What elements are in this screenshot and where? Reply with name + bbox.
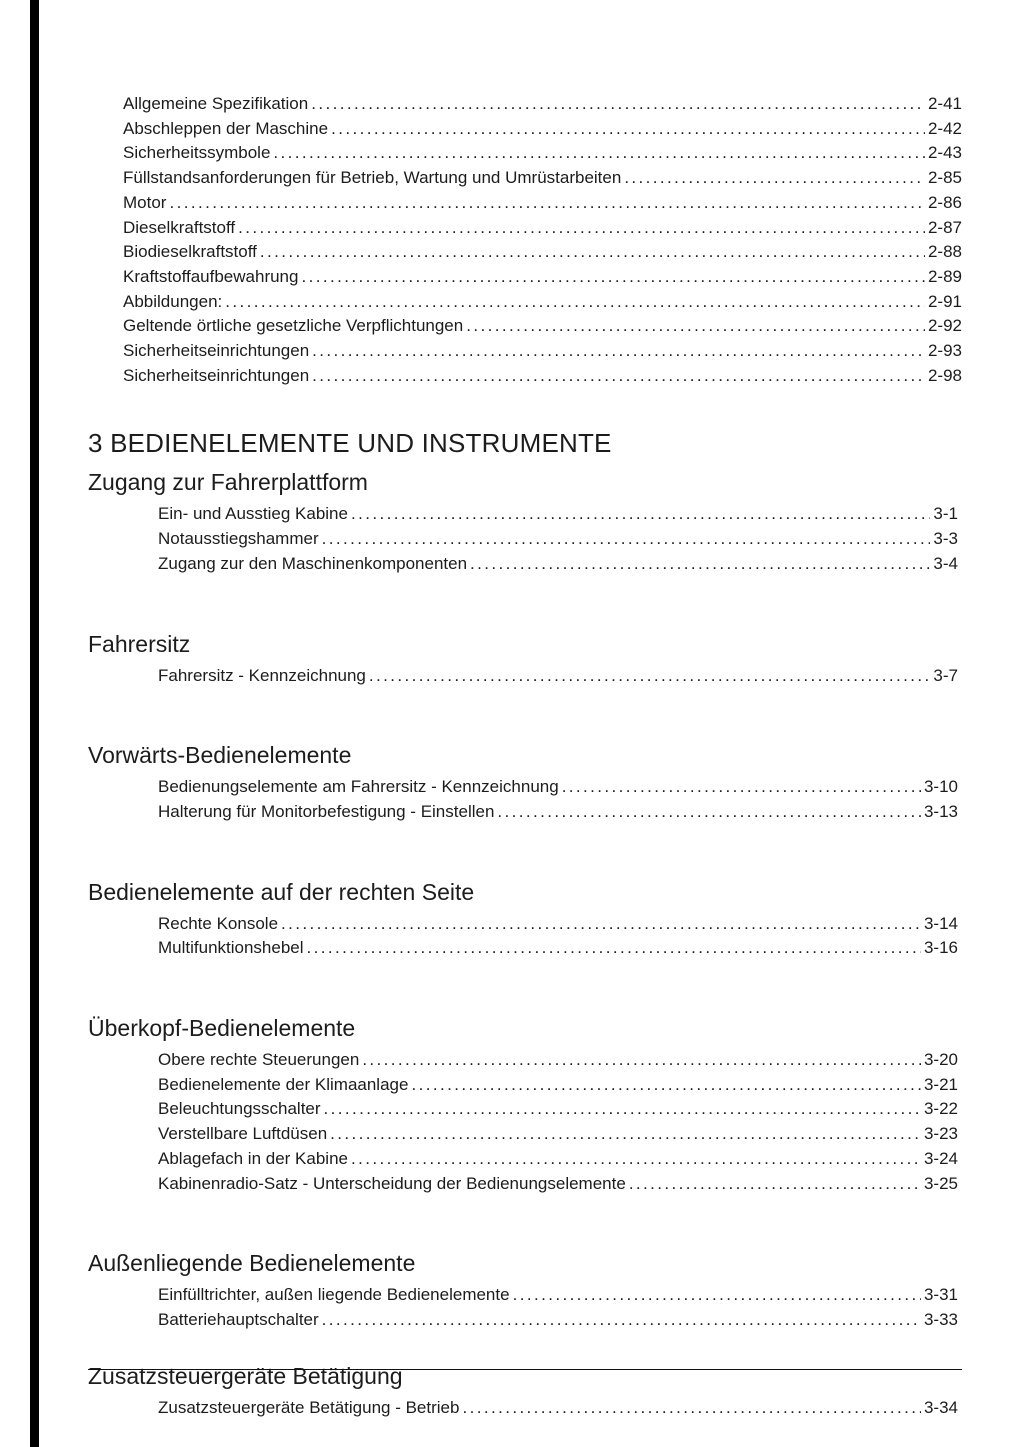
section-heading: Fahrersitz [88, 630, 191, 657]
toc-entry [88, 265, 962, 290]
toc-leader-dots [462, 1396, 921, 1421]
toc-leader-dots [169, 191, 925, 216]
toc-leader-dots [624, 166, 925, 191]
toc-entry [88, 240, 962, 265]
toc-section [88, 742, 962, 824]
toc-page-number: 3-22 [923, 1099, 958, 1119]
toc-page-number: 2-88 [927, 242, 962, 262]
toc-page-number: 3-20 [923, 1050, 958, 1070]
toc-entry-label: Füllstandsanforderungen für Betrieb, Wartung und Umrüstarbeiten [123, 168, 622, 188]
toc-entry [88, 1097, 962, 1122]
page-edge-bar [30, 0, 39, 1447]
toc-entry-label: Geltende örtliche gesetzliche Verpflichtungen [123, 316, 464, 336]
toc-leader-dots [330, 1122, 921, 1147]
toc-leader-dots [629, 1172, 921, 1197]
chapter3-sections [88, 469, 962, 1420]
toc-leader-dots [466, 314, 925, 339]
toc-entry [88, 552, 962, 577]
toc-entry [88, 936, 962, 961]
toc-leader-dots [312, 364, 925, 389]
toc-page-number: 3-14 [923, 913, 958, 933]
toc-page-number: 3-23 [923, 1124, 958, 1144]
toc-entry [88, 1308, 962, 1333]
toc-page-number: 3-1 [933, 504, 958, 524]
toc-entry-label: Biodieselkraftstoff [123, 242, 257, 262]
toc-leader-dots [312, 339, 925, 364]
toc-entry-label: Sicherheitseinrichtungen [123, 341, 310, 361]
toc-leader-dots [311, 92, 925, 117]
toc-page-number: 3-24 [923, 1148, 958, 1168]
toc-entry-label: Abschleppen der Maschine [123, 118, 329, 138]
toc-leader-dots [513, 1283, 921, 1308]
toc-leader-dots [301, 265, 924, 290]
toc-page-number: 3-3 [933, 529, 958, 549]
toc-entry-label: Kraftstoffaufbewahrung [123, 266, 299, 286]
toc-page-number: 3-25 [923, 1173, 958, 1193]
toc-entry-label: Fahrersitz - Kennzeichnung [158, 665, 366, 685]
toc-leader-dots [351, 502, 930, 527]
toc-entry-label: Rechte Konsole [158, 913, 279, 933]
toc-leader-dots [322, 1308, 921, 1333]
toc-page-number: 2-87 [927, 217, 962, 237]
toc-page-number: 2-85 [927, 168, 962, 188]
toc-entry [88, 1172, 962, 1197]
toc-entry-label: Motor [123, 192, 167, 212]
toc-entry [88, 339, 962, 364]
toc-entry-label: Obere rechte Steuerungen [158, 1050, 360, 1070]
toc-entry-label: Allgemeine Spezifikation [123, 94, 309, 113]
toc-entry [88, 1048, 962, 1073]
toc-entry-label: Ablagefach in der Kabine [158, 1148, 348, 1168]
toc-entry [88, 912, 962, 937]
footer-divider [88, 1369, 962, 1370]
toc-page-number: 3-7 [933, 665, 958, 685]
toc-section [88, 631, 962, 689]
toc-page-number: 3-10 [923, 777, 958, 797]
toc-leader-dots [362, 1048, 921, 1073]
toc-leader-dots [470, 552, 930, 577]
toc-entry [88, 1147, 962, 1172]
toc-section [88, 879, 962, 961]
toc-entry-label: Zugang zur den Maschinenkomponenten [158, 553, 468, 573]
toc-entry [88, 1122, 962, 1147]
toc-page-number: 3-13 [923, 801, 958, 821]
section-heading: Vorwärts-Bedienelemente [88, 742, 352, 769]
toc-entry [88, 664, 962, 689]
toc-section [88, 469, 962, 576]
toc-leader-dots [324, 1097, 921, 1122]
toc-leader-dots [411, 1073, 921, 1098]
toc-section [88, 1363, 962, 1421]
toc-page-number: 2-41 [927, 94, 962, 113]
toc-entry [88, 314, 962, 339]
toc-section [88, 1015, 962, 1196]
section-heading: Außenliegende Bedienelemente [88, 1250, 416, 1277]
toc-entry-label: Verstellbare Luftdüsen [158, 1124, 328, 1144]
toc-page-number: 3-4 [933, 553, 958, 573]
toc-entry [88, 141, 962, 166]
toc-page-number: 3-34 [923, 1397, 958, 1417]
toc-entry-label: Bedienungselemente am Fahrersitz - Kennzeichnung [158, 777, 559, 797]
toc-page-number: 2-92 [927, 316, 962, 336]
toc-leader-dots [281, 912, 921, 937]
toc-leader-dots [322, 527, 931, 552]
toc-page-number: 2-89 [927, 266, 962, 286]
toc-entry-label: Abbildungen: [123, 291, 223, 311]
toc-entry [88, 527, 962, 552]
chapter2-entry-list [88, 92, 962, 388]
toc-page-number: 2-42 [927, 118, 962, 138]
toc-entry [88, 290, 962, 315]
toc-leader-dots [225, 290, 925, 315]
section-heading: Bedienelemente auf der rechten Seite [88, 878, 475, 905]
toc-entry-label: Notausstiegshammer [158, 529, 319, 549]
toc-entry-label: Kabinenradio-Satz - Unterscheidung der Bedienungselemente [158, 1173, 626, 1193]
toc-entry [88, 216, 962, 241]
section-heading: Zusatzsteuergeräte Betätigung [88, 1362, 403, 1389]
toc-entry [88, 117, 962, 142]
toc-entry [88, 775, 962, 800]
toc-entry-label: Ein- und Ausstieg Kabine [158, 504, 348, 524]
toc-leader-dots [331, 117, 925, 142]
toc-page-number: 2-93 [927, 341, 962, 361]
toc-leader-dots [351, 1147, 921, 1172]
toc-entry-label: Batteriehauptschalter [158, 1309, 319, 1329]
toc-entry [88, 1073, 962, 1098]
toc-entry-label: Beleuchtungsschalter [158, 1099, 321, 1119]
toc-entry [88, 1396, 962, 1421]
toc-page-number: 3-31 [923, 1285, 958, 1305]
toc-entry [88, 92, 962, 117]
toc-entry [88, 502, 962, 527]
section-heading: Zugang zur Fahrerplattform [88, 469, 368, 496]
toc-page-number: 2-43 [927, 143, 962, 163]
toc-entry-label: Zusatzsteuergeräte Betätigung - Betrieb [158, 1397, 460, 1417]
toc-entry-label: Dieselkraftstoff [123, 217, 236, 237]
chapter-heading: 3 BEDIENELEMENTE UND INSTRUMENTE [88, 428, 612, 459]
toc-entry-label: Bedienelemente der Klimaanlage [158, 1074, 409, 1094]
toc-entry [88, 364, 962, 389]
toc-entry [88, 166, 962, 191]
toc-entry-label: Halterung für Monitorbefestigung - Einstellen [158, 801, 495, 821]
toc-page-number: 2-91 [927, 291, 962, 311]
toc-entry [88, 191, 962, 216]
toc-leader-dots [497, 800, 921, 825]
toc-section [88, 1250, 962, 1332]
section-heading: Überkopf-Bedienelemente [88, 1015, 356, 1042]
toc-entry-label: Sicherheitseinrichtungen [123, 365, 310, 385]
toc-page-number: 2-98 [927, 365, 962, 385]
toc-entry [88, 1283, 962, 1308]
toc-leader-dots [307, 936, 921, 961]
toc-leader-dots [273, 141, 925, 166]
toc-entry-label: Einfülltrichter, außen liegende Bedienelemente [158, 1285, 510, 1305]
toc-leader-dots [369, 664, 931, 689]
toc-entry-label: Sicherheitssymbole [123, 143, 271, 163]
toc-entry [88, 800, 962, 825]
toc-page-number: 3-21 [923, 1074, 958, 1094]
toc-page-number: 2-86 [927, 192, 962, 212]
toc-page-number: 3-16 [923, 938, 958, 958]
toc-page [88, 92, 962, 1420]
toc-leader-dots [562, 775, 921, 800]
toc-entry-label: Multifunktionshebel [158, 938, 304, 958]
toc-page-number: 3-33 [923, 1309, 958, 1329]
toc-leader-dots [238, 216, 925, 241]
toc-leader-dots [260, 240, 925, 265]
